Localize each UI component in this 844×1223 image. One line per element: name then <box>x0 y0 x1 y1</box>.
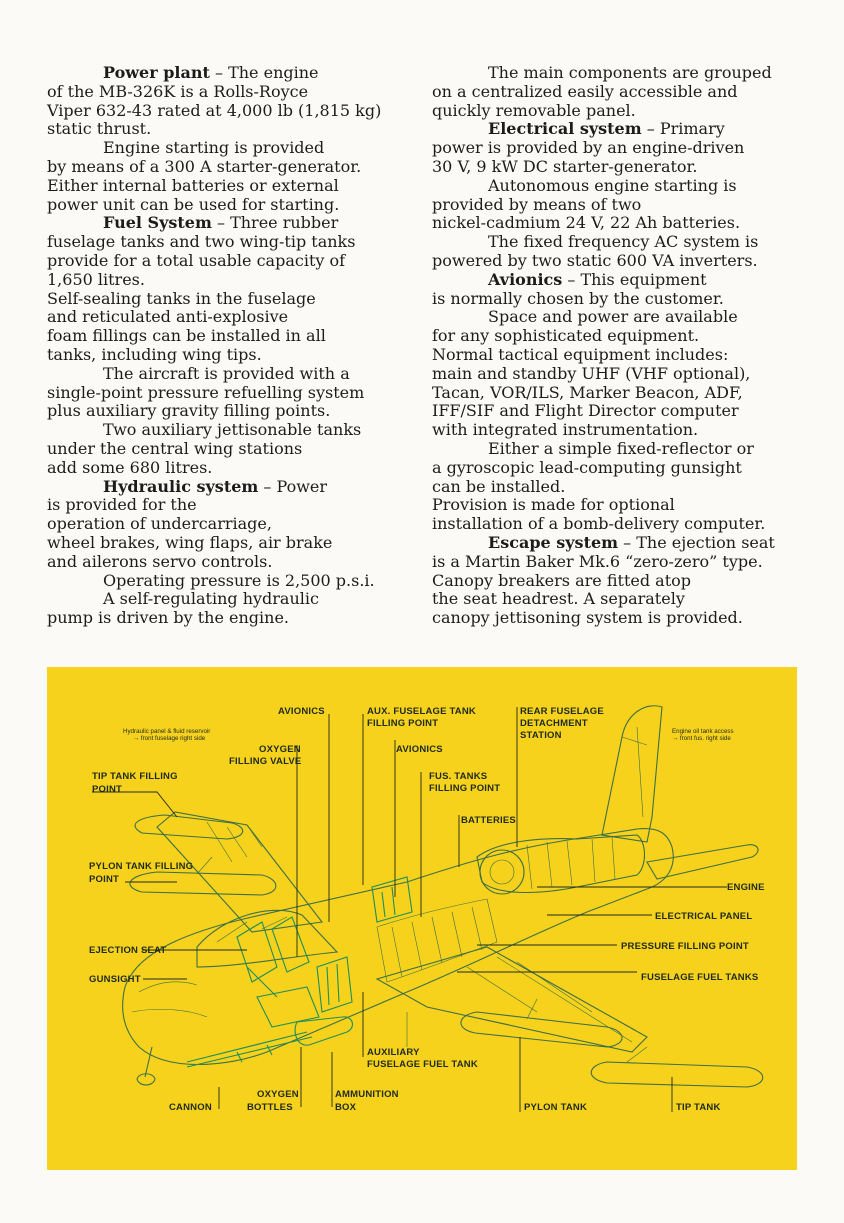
text-line <box>47 384 397 403</box>
line-text: is normally chosen by the customer. <box>432 288 724 308</box>
text-line <box>47 421 397 440</box>
line-text: Either a simple fixed-reflector or <box>488 438 754 458</box>
note-hydraulic-panel: Hydraulic panel & fluid reservoir <box>123 728 211 735</box>
line-text: A self-regulating hydraulic <box>103 589 319 609</box>
line-text: 30 V, 9 kW DC starter-generator. <box>432 156 698 176</box>
line-text: static thrust. <box>47 119 152 139</box>
line-text: add some 680 litres. <box>47 457 213 477</box>
text-line <box>432 327 807 346</box>
text-line <box>432 365 807 384</box>
line-text: Canopy breakers are fitted atop <box>432 570 692 590</box>
text-line <box>47 214 397 233</box>
line-text: under the central wing stations <box>47 438 303 458</box>
text-line <box>432 478 807 497</box>
text-line <box>432 120 807 139</box>
text-line <box>432 64 807 83</box>
section-heading: Electrical system <box>488 119 642 139</box>
line-text: and ailerons servo controls. <box>47 551 273 571</box>
text-line <box>47 233 397 252</box>
text-line <box>47 365 397 384</box>
line-text: installation of a bomb-delivery computer. <box>432 514 766 534</box>
text-line <box>432 572 807 591</box>
line-text: for any sophisticated equipment. <box>432 326 700 346</box>
line-text: Normal tactical equipment includes: <box>432 344 729 364</box>
label-tip-tank: TIP TANK <box>676 1102 721 1113</box>
line-text: of the MB-326K is a Rolls-Royce <box>47 81 309 101</box>
text-line <box>432 609 807 628</box>
text-line <box>432 252 807 271</box>
label-cannon: CANNON <box>169 1102 212 1113</box>
text-line <box>47 346 397 365</box>
line-text: Engine starting is provided <box>103 138 325 158</box>
label-rear-fuselage-2: DETACHMENT <box>520 718 588 729</box>
line-text: wheel brakes, wing flaps, air brake <box>47 532 333 552</box>
label-aux-fuselage-tank-2: FILLING POINT <box>367 718 439 729</box>
text-line <box>47 102 397 121</box>
line-text: The fixed frequency AC system is <box>488 232 759 252</box>
label-avionics-top: AVIONICS <box>278 706 325 717</box>
text-line <box>432 177 807 196</box>
diagram-labels <box>89 706 765 1113</box>
line-text: – Power <box>258 476 328 496</box>
line-text: – Primary <box>641 119 725 139</box>
text-line <box>432 214 807 233</box>
text-line <box>432 459 807 478</box>
line-text: operation of undercarriage, <box>47 514 272 534</box>
line-text: – Three rubber <box>211 213 339 233</box>
text-line <box>432 83 807 102</box>
text-line <box>47 515 397 534</box>
text-line <box>432 496 807 515</box>
label-rear-fuselage-3: STATION <box>520 730 562 741</box>
line-text: Operating pressure is 2,500 p.s.i. <box>103 570 375 590</box>
text-line <box>432 402 807 421</box>
text-line <box>47 402 397 421</box>
line-text: powered by two static 600 VA inverters. <box>432 250 758 270</box>
label-oxygen-bottles-2: BOTTLES <box>247 1102 293 1113</box>
note-engine-oil-2: → front fus. right side <box>672 735 731 742</box>
text-line <box>432 139 807 158</box>
text-line <box>47 553 397 572</box>
label-auxiliary-2: FUSELAGE FUEL TANK <box>367 1059 478 1070</box>
line-text: Two auxiliary jettisonable tanks <box>103 420 362 440</box>
line-text: tanks, including wing tips. <box>47 344 262 364</box>
line-text: provided by means of two <box>432 194 642 214</box>
cutaway-svg <box>47 667 797 1170</box>
text-line <box>432 102 807 121</box>
line-text: with integrated instrumentation. <box>432 420 699 440</box>
label-batteries: BATTERIES <box>461 815 516 826</box>
line-text: The main components are grouped <box>488 63 772 82</box>
label-ejection-seat: EJECTION SEAT <box>89 945 167 956</box>
note-hydraulic-panel-2: → front fuselage right side <box>133 735 206 742</box>
text-line <box>432 384 807 403</box>
line-text: nickel-cadmium 24 V, 22 Ah batteries. <box>432 213 741 233</box>
text-line <box>47 572 397 591</box>
left-text-column <box>47 64 397 628</box>
text-line <box>47 290 397 309</box>
text-line <box>47 308 397 327</box>
line-text: canopy jettisoning system is provided. <box>432 608 743 628</box>
label-pylon-tank-filling: PYLON TANK FILLING <box>89 861 194 872</box>
line-text: Either internal batteries or external <box>47 175 339 195</box>
aircraft-illustration <box>123 706 763 1087</box>
line-text: and reticulated anti-explosive <box>47 307 289 327</box>
section-heading: Fuel System <box>103 213 212 233</box>
label-avionics-mid: AVIONICS <box>396 744 443 755</box>
line-text: can be installed. <box>432 476 566 496</box>
text-line <box>47 327 397 346</box>
text-line <box>47 83 397 102</box>
text-line <box>47 496 397 515</box>
text-line <box>432 290 807 309</box>
text-line <box>47 177 397 196</box>
line-text: The aircraft is provided with a <box>103 363 350 383</box>
line-text: is a Martin Baker Mk.6 “zero-zero” type. <box>432 551 763 571</box>
line-text: Space and power are available <box>488 307 738 327</box>
section-heading: Escape system <box>488 532 619 552</box>
label-pylon-tank-filling-2: POINT <box>89 874 120 885</box>
label-ammunition-2: BOX <box>335 1102 357 1113</box>
text-line <box>432 553 807 572</box>
line-text: the seat headrest. A separately <box>432 589 685 609</box>
line-text: single-point pressure refuelling system <box>47 382 365 402</box>
section-heading: Power plant <box>103 63 210 82</box>
text-line <box>47 609 397 628</box>
line-text: power is provided by an engine-driven <box>432 138 745 158</box>
text-line <box>432 421 807 440</box>
line-text: Self-sealing tanks in the fuselage <box>47 288 316 308</box>
text-line <box>432 271 807 290</box>
text-line <box>432 346 807 365</box>
label-auxiliary: AUXILIARY <box>367 1047 420 1058</box>
line-text: provide for a total usable capacity of <box>47 250 346 270</box>
label-oxygen-valve-2: FILLING VALVE <box>229 756 302 767</box>
text-line <box>47 440 397 459</box>
label-pressure-filling: PRESSURE FILLING POINT <box>621 941 749 952</box>
line-text: – The engine <box>209 63 319 82</box>
text-line <box>432 515 807 534</box>
label-fus-tanks-2: FILLING POINT <box>429 783 501 794</box>
text-line <box>47 64 397 83</box>
line-text: is provided for the <box>47 495 197 515</box>
line-text: quickly removable panel. <box>432 100 636 120</box>
line-text: – The ejection seat <box>618 532 775 552</box>
text-line <box>47 478 397 497</box>
line-text: Provision is made for optional <box>432 495 675 515</box>
label-fus-tanks: FUS. TANKS <box>429 771 488 782</box>
label-aux-fuselage-tank: AUX. FUSELAGE TANK <box>367 706 476 717</box>
label-oxygen-valve: OXYGEN <box>259 744 301 755</box>
line-text: main and standby UHF (VHF optional), <box>432 363 751 383</box>
line-text: foam fillings can be installed in all <box>47 326 326 346</box>
text-line <box>432 308 807 327</box>
line-text: IFF/SIF and Flight Director computer <box>432 401 739 421</box>
text-line <box>47 139 397 158</box>
aircraft-cutaway-diagram <box>47 667 797 1170</box>
line-text: – This equipment <box>562 269 707 289</box>
text-line <box>432 440 807 459</box>
label-tip-tank-filling: TIP TANK FILLING <box>92 771 178 782</box>
text-line <box>47 271 397 290</box>
text-line <box>432 196 807 215</box>
label-fuselage-fuel-tanks: FUSELAGE FUEL TANKS <box>641 972 759 983</box>
line-text: by means of a 300 A starter-generator. <box>47 156 362 176</box>
text-line <box>47 158 397 177</box>
line-text: on a centralized easily accessible and <box>432 81 738 101</box>
text-line <box>47 534 397 553</box>
line-text: Autonomous engine starting is <box>488 175 737 195</box>
text-line <box>47 196 397 215</box>
label-gunsight: GUNSIGHT <box>89 974 141 985</box>
text-line <box>432 534 807 553</box>
line-text: pump is driven by the engine. <box>47 608 290 628</box>
text-line <box>47 459 397 478</box>
section-heading: Avionics <box>488 269 563 289</box>
line-text: fuselage tanks and two wing-tip tanks <box>47 232 356 252</box>
line-text: Tacan, VOR/ILS, Marker Beacon, ADF, <box>432 382 743 402</box>
label-rear-fuselage: REAR FUSELAGE <box>520 706 604 717</box>
label-engine: ENGINE <box>727 882 765 893</box>
label-oxygen-bottles: OXYGEN <box>257 1089 299 1100</box>
text-line <box>432 233 807 252</box>
note-engine-oil: Engine oil tank access <box>672 728 734 735</box>
text-line <box>432 158 807 177</box>
label-electrical-panel: ELECTRICAL PANEL <box>655 911 753 922</box>
label-pylon-tank: PYLON TANK <box>524 1102 588 1113</box>
text-line <box>47 590 397 609</box>
label-ammunition: AMMUNITION <box>335 1089 399 1100</box>
text-line <box>432 590 807 609</box>
section-heading: Hydraulic system <box>103 476 259 496</box>
text-line <box>47 252 397 271</box>
line-text: power unit can be used for starting. <box>47 194 340 214</box>
right-text-column <box>432 64 807 628</box>
line-text: Viper 632-43 rated at 4,000 lb (1,815 kg) <box>47 100 382 120</box>
line-text: plus auxiliary gravity filling points. <box>47 401 331 421</box>
line-text: 1,650 litres. <box>47 269 145 289</box>
line-text: a gyroscopic lead-computing gunsight <box>432 457 742 477</box>
text-line <box>47 120 397 139</box>
label-tip-tank-filling-2: POINT <box>92 784 123 795</box>
